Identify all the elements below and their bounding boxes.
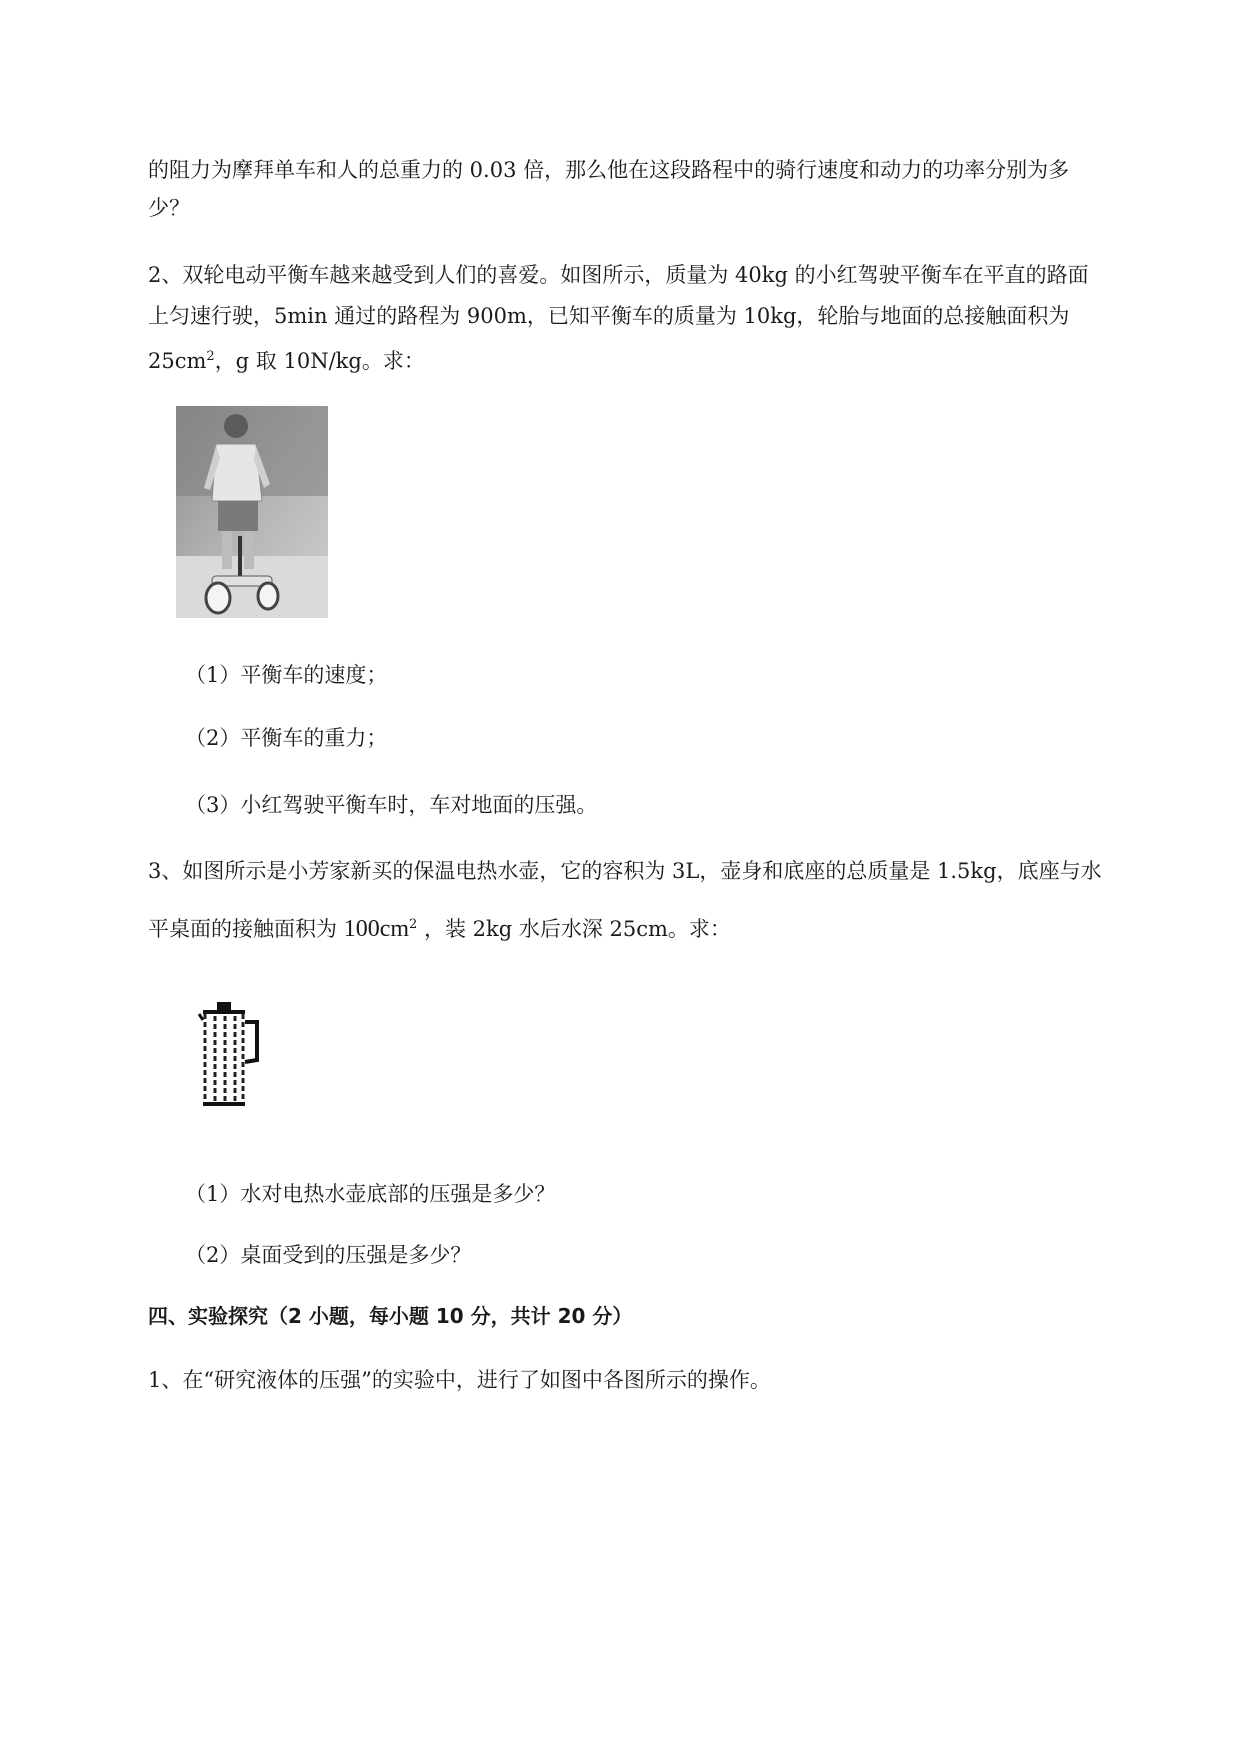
q2-sub-1: （1）平衡车的速度；: [185, 663, 388, 687]
q3-sub-1: （1）水对电热水壶底部的压强是多少？: [185, 1182, 556, 1206]
q2-line-2: 上匀速行驶，5min 通过的路程为 900m，已知平衡车的质量为 10kg，轮胎与地面的总接触面积为: [148, 304, 1070, 328]
electric-kettle-figure: [195, 1000, 265, 1110]
q3-area-value: 100cm: [343, 916, 410, 942]
q3-line-2: [148, 910, 731, 944]
q2-sub-2: （2）平衡车的重力；: [185, 726, 388, 750]
q1-tail-line-2: 少？: [148, 196, 190, 220]
balance-car-photo: [176, 406, 328, 618]
q2-area-value: 25cm: [148, 349, 207, 373]
q2-area-exponent: 2: [206, 349, 215, 364]
q2-line-3: [148, 342, 425, 376]
q3-area-exponent: 2: [409, 917, 418, 932]
q1-tail-line-1: 的阻力为摩拜单车和人的总重力的 0.03 倍，那么他在这段路程中的骑行速度和动力的功率分别为多: [148, 158, 1070, 182]
q3-line-1: 3、如图所示是小芳家新买的保温电热水壶，它的容积为 3L，壶身和底座的总质量是 1.5kg，底座与水: [148, 859, 1102, 883]
q3-line-2-rest: ，装 2kg 水后水深 25cm。求：: [417, 917, 731, 941]
section-4-heading: 四、实验探究（2 小题，每小题 10 分，共计 20 分）: [148, 1304, 633, 1328]
q2-line-1: 2、双轮电动平衡车越来越受到人们的喜爱。如图所示，质量为 40kg 的小红驾驶平衡车在平直的路面: [148, 263, 1089, 287]
q2-sub-3: （3）小红驾驶平衡车时，车对地面的压强。: [185, 793, 598, 817]
q3-line-2-start: 平桌面的接触面积为: [148, 917, 344, 941]
section-4-q1: 1、在“研究液体的压强”的实验中，进行了如图中各图所示的操作。: [148, 1368, 771, 1392]
q2-line-3-rest: ，g 取 10N/kg。求：: [214, 349, 425, 373]
balance-car-photo-image: [176, 406, 328, 618]
q3-sub-2: （2）桌面受到的压强是多少？: [185, 1243, 472, 1267]
electric-kettle-image: [195, 1000, 265, 1110]
